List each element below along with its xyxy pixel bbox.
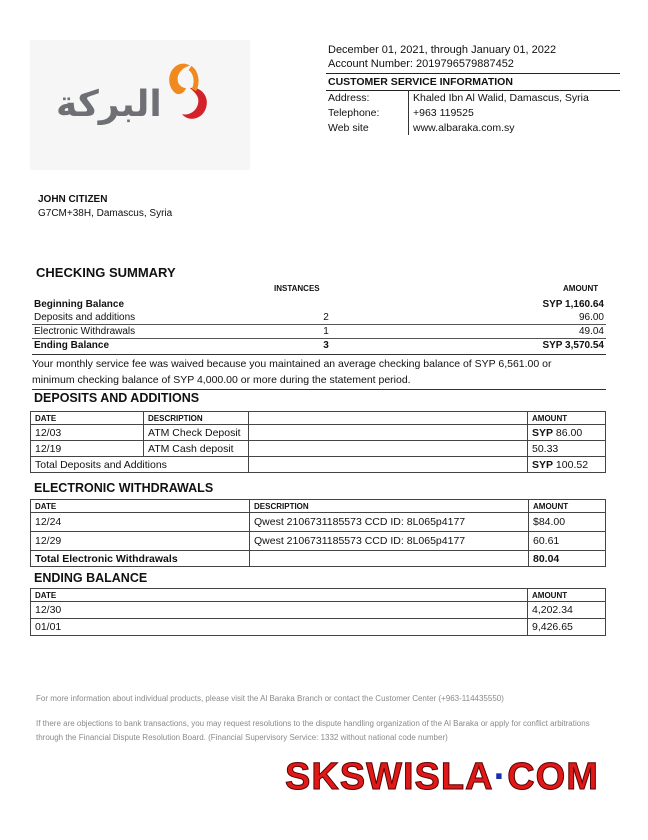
table-row <box>31 425 606 441</box>
footer-dispute: If there are objections to bank transactions, you may request resolutions to the dispute handling organization of the Al Baraka or apply for conflict arbitrations through the Financial Dispute Resolution Board. (Financial Supervisory Service: 1332 without national code number) <box>36 719 590 742</box>
summary-row <box>32 311 606 325</box>
deposits-total-amount <box>528 457 606 473</box>
albaraka-logo-icon <box>160 58 220 133</box>
watermark-part1: SKSWISLA <box>285 756 494 798</box>
section-divider <box>32 389 606 390</box>
summary-divider <box>32 354 606 355</box>
withdrawal-date: 12/24 <box>31 513 250 532</box>
summary-label: Beginning Balance <box>34 299 125 310</box>
address-label: Address: <box>326 90 409 105</box>
statement-period: December 01, 2021, through January 01, 2022 <box>328 44 557 56</box>
summary-instances <box>236 298 416 311</box>
ending-amount: 9,426.65 <box>528 619 606 636</box>
customer-service-title: CUSTOMER SERVICE INFORMATION <box>326 73 620 91</box>
ending-amount-header: AMOUNT <box>528 589 606 602</box>
customer-service-table <box>326 90 616 135</box>
summary-amount: 49.04 <box>416 325 606 339</box>
summary-row <box>32 298 606 311</box>
watermark-dot: · <box>493 756 508 798</box>
withdrawals-title: ELECTRONIC WITHDRAWALS <box>34 481 214 495</box>
table-row <box>31 513 606 532</box>
summary-row <box>32 325 606 339</box>
deposit-currency: SYP <box>532 426 554 439</box>
deposits-amount-header: AMOUNT <box>528 412 606 425</box>
instances-header: INSTANCES <box>274 284 320 293</box>
withdrawal-date: 12/29 <box>31 532 250 551</box>
summary-label: Electronic Withdrawals <box>32 325 236 339</box>
withdrawals-total-amount: 80.04 <box>529 551 606 567</box>
deposits-table <box>30 411 606 473</box>
withdrawals-date-header: DATE <box>31 500 250 513</box>
deposit-value: 50.33 <box>532 442 559 455</box>
deposits-total-currency: SYP <box>532 458 554 471</box>
table-row <box>31 602 606 619</box>
ending-date: 12/30 <box>31 602 528 619</box>
account-number <box>328 58 514 70</box>
website-label: Web site <box>326 120 409 135</box>
summary-label: Deposits and additions <box>32 311 236 325</box>
logo-wordmark: البركة <box>56 84 162 125</box>
table-row <box>31 457 606 473</box>
withdrawal-amount: $84.00 <box>529 513 606 532</box>
summary-row <box>32 339 606 353</box>
customer-name: JOHN CITIZEN <box>38 194 108 205</box>
deposit-desc: ATM Check Deposit <box>144 425 249 441</box>
withdrawals-table <box>30 499 606 567</box>
summary-instances: 2 <box>236 311 416 325</box>
deposit-amount <box>528 441 606 457</box>
deposit-desc: ATM Cash deposit <box>144 441 249 457</box>
withdrawals-desc-header: DESCRIPTION <box>250 500 529 513</box>
summary-amount: SYP 1,160.64 <box>542 299 604 310</box>
account-value: 2019796579887452 <box>416 58 514 70</box>
deposit-date: 12/03 <box>31 425 144 441</box>
checking-summary-title: CHECKING SUMMARY <box>36 265 176 280</box>
withdrawal-desc: Qwest 2106731185573 CCD ID: 8L065p4177 <box>250 532 529 551</box>
deposits-desc-header: DESCRIPTION <box>144 412 249 425</box>
ending-balance-table <box>30 588 606 636</box>
service-fee-note <box>32 356 612 388</box>
ending-date-header: DATE <box>31 589 528 602</box>
deposits-date-header: DATE <box>31 412 144 425</box>
ending-balance-title: ENDING BALANCE <box>34 571 148 585</box>
summary-amount: 96.00 <box>416 311 606 325</box>
customer-address: G7CM+38H, Damascus, Syria <box>38 208 173 219</box>
withdrawals-amount-header: AMOUNT <box>529 500 606 513</box>
deposit-amount <box>528 425 606 441</box>
account-label: Account Number: <box>328 58 413 70</box>
table-row <box>31 551 606 567</box>
checking-summary-table <box>32 298 606 352</box>
fee-note-line2: minimum checking balance of SYP 4,000.00 or more during the statement period. <box>32 374 411 386</box>
summary-instances: 1 <box>236 325 416 339</box>
deposit-value: 86.00 <box>553 426 583 439</box>
footer-info: For more information about individual products, please visit the Al Baraka Branch or contact the Customer Center (+963-114435550) <box>36 694 504 703</box>
amount-header: AMOUNT <box>563 284 599 293</box>
deposit-date: 12/19 <box>31 441 144 457</box>
table-row <box>31 619 606 636</box>
table-row <box>31 441 606 457</box>
telephone-label: Telephone: <box>326 105 409 120</box>
ending-amount: 4,202.34 <box>528 602 606 619</box>
address-value: Khaled Ibn Al Walid, Damascus, Syria <box>413 91 589 104</box>
deposit-spacer <box>249 441 528 457</box>
table-row <box>31 532 606 551</box>
watermark <box>285 756 599 799</box>
deposits-title: DEPOSITS AND ADDITIONS <box>34 391 200 405</box>
deposits-spacer-header <box>249 412 528 425</box>
website-value: www.albaraka.com.sy <box>413 121 515 134</box>
withdrawal-amount: 60.61 <box>529 532 606 551</box>
summary-amount: SYP 3,570.54 <box>542 340 604 351</box>
summary-label: Ending Balance <box>34 340 110 351</box>
withdrawals-total-spacer <box>250 551 529 567</box>
ending-date: 01/01 <box>31 619 528 636</box>
summary-instances: 3 <box>323 340 329 351</box>
watermark-part2: COM <box>507 756 599 798</box>
deposits-total-label: Total Deposits and Additions <box>31 457 249 473</box>
deposit-spacer <box>249 425 528 441</box>
telephone-value: +963 119525 <box>413 106 474 119</box>
deposits-total-spacer <box>249 457 528 473</box>
withdrawals-total-label: Total Electronic Withdrawals <box>31 551 250 567</box>
withdrawal-desc: Qwest 2106731185573 CCD ID: 8L065p4177 <box>250 513 529 532</box>
fee-note-line1: Your monthly service fee was waived because you maintained an average checking balance of SYP 6,561.00 or <box>32 358 552 370</box>
deposits-total-value: 100.52 <box>553 458 589 471</box>
